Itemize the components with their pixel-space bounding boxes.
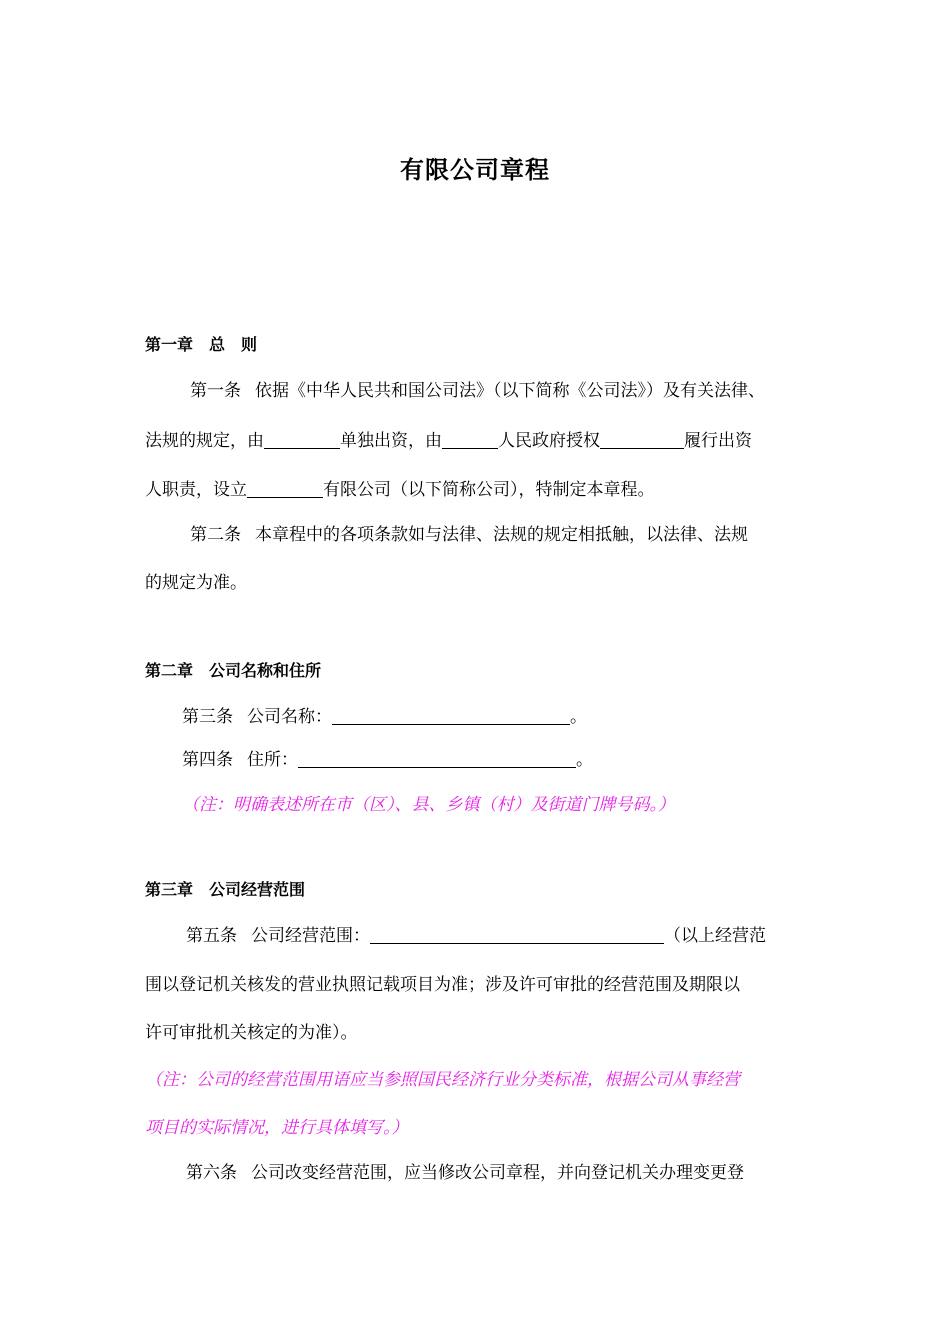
article-5-line-3: 许可审批机关核定的为准）。 [145, 1023, 358, 1043]
text-span: 法规的规定，由 [145, 431, 264, 451]
text-span: 履行出资 [684, 431, 752, 451]
text-span: 公司经营范围： [251, 926, 370, 946]
text-span: （以上经营范 [664, 926, 766, 946]
article-2-text: 本章程中的各项条款如与法律、法规的规定相抵触，以法律、法规 [255, 525, 748, 545]
blank-sole-investor [264, 430, 340, 449]
text-span: 。 [576, 750, 593, 770]
text-span: 住所： [247, 750, 298, 770]
article-2-line-2: 的规定为准。 [145, 573, 247, 593]
article-1-text: 依据《中华人民共和国公司法》（以下简称《公司法》）及有关法律、 [255, 381, 765, 401]
text-span: 单独出资，由 [340, 431, 442, 451]
article-4 [182, 745, 593, 770]
chapter-3-heading: 第三章 公司经营范围 [145, 880, 306, 899]
chapter-3-note-line-1: （注：公司的经营范围用语应当参照国民经济行业分类标准，根据公司从事经营 [145, 1070, 740, 1090]
text-span: 人民政府授权 [498, 431, 600, 451]
chapter-3-note-line-2: 项目的实际情况，进行具体填写。） [145, 1118, 409, 1138]
article-1-line-1 [190, 376, 765, 401]
article-6-text: 公司改变经营范围，应当修改公司章程，并向登记机关办理变更登 [251, 1163, 744, 1183]
article-1-label: 第一条 [190, 381, 241, 401]
article-5-line-1 [186, 921, 766, 946]
blank-address-field [298, 749, 576, 768]
page-title: 有限公司章程 [400, 156, 550, 184]
article-3-label: 第三条 [182, 707, 233, 727]
blank-company-name [247, 479, 323, 498]
chapter-1-heading: 第一章 总 则 [145, 335, 258, 354]
text-span: 公司名称： [247, 707, 332, 727]
article-5-line-2: 围以登记机关核发的营业执照记载项目为准；涉及许可审批的经营范围及期限以 [145, 975, 740, 995]
blank-authorized-body [600, 430, 684, 449]
blank-business-scope [370, 925, 664, 944]
article-3 [182, 702, 587, 727]
text-span: 人职责，设立 [145, 480, 247, 500]
text-span: 有限公司（以下简称公司），特制定本章程。 [323, 480, 655, 500]
article-1-line-3 [145, 475, 655, 500]
text-span: 。 [570, 707, 587, 727]
article-2-line-1 [190, 520, 748, 545]
blank-company-name-field [332, 706, 570, 725]
article-6-line-1 [186, 1158, 744, 1183]
chapter-2-note: （注：明确表述所在市（区）、县、乡镇（村）及街道门牌号码。） [182, 795, 675, 815]
blank-government [442, 430, 498, 449]
article-4-label: 第四条 [182, 750, 233, 770]
article-2-label: 第二条 [190, 525, 241, 545]
chapter-2-heading: 第二章 公司名称和住所 [145, 661, 322, 680]
article-5-label: 第五条 [186, 926, 237, 946]
article-6-label: 第六条 [186, 1163, 237, 1183]
article-1-line-2 [145, 426, 752, 451]
